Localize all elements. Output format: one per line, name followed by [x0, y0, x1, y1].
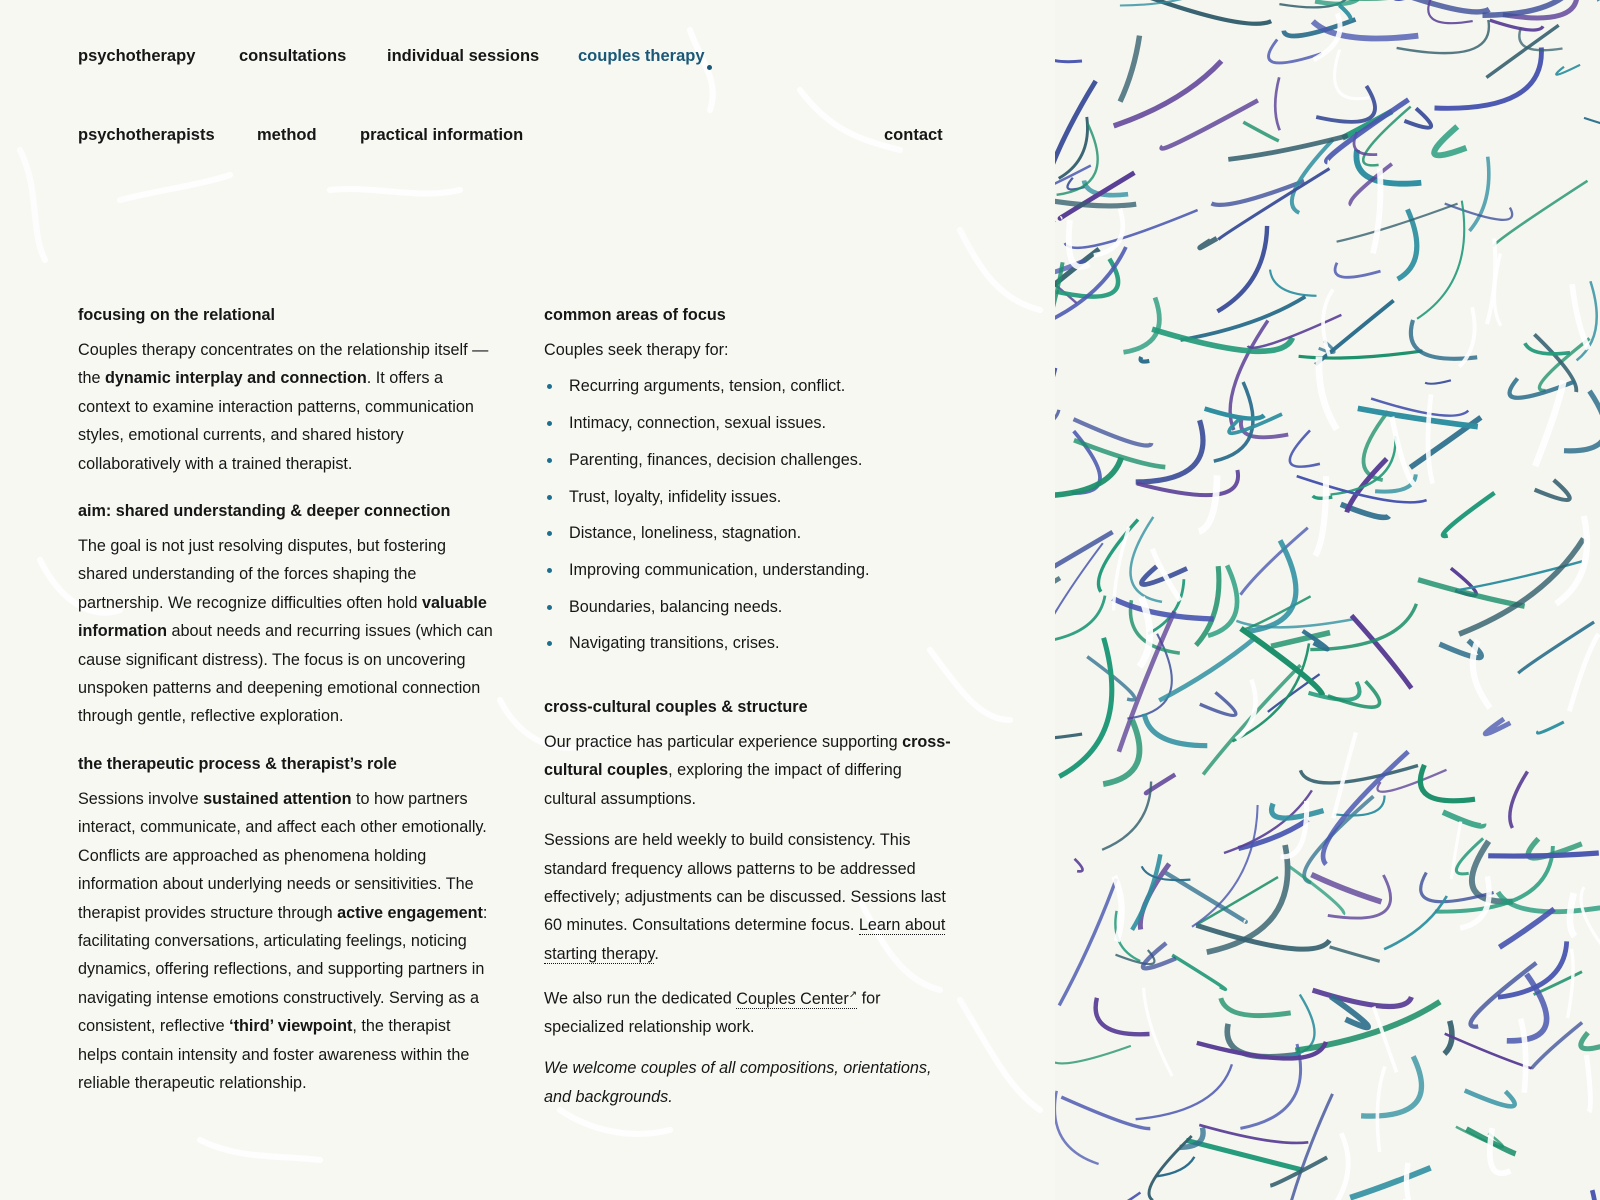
brush-stroke-highlight: [1428, 394, 1433, 483]
brush-stroke-highlight: [1569, 634, 1598, 711]
brush-stroke-highlight: [1572, 284, 1588, 349]
focus-list: [544, 368, 956, 662]
nav-psychotherapy[interactable]: psychotherapy: [78, 47, 196, 65]
brush-stroke: [1443, 812, 1484, 826]
brush-stroke: [1055, 1045, 1131, 1063]
nav-consultations[interactable]: consultations: [239, 47, 347, 65]
brush-stroke: [1330, 947, 1380, 961]
brush-stroke: [1434, 127, 1466, 156]
brush-stroke-highlight: [1319, 356, 1337, 429]
brush-stroke: [1420, 765, 1475, 801]
brush-stroke: [1584, 115, 1600, 134]
brush-stroke: [1059, 879, 1116, 1006]
brush-stroke: [1181, 297, 1306, 340]
brush-stroke: [1059, 638, 1112, 777]
brush-stroke: [1535, 480, 1570, 500]
brush-stroke: [1494, 181, 1587, 246]
brush-stroke: [1055, 458, 1121, 496]
brush-stroke: [1270, 270, 1317, 296]
brush-stroke: [1243, 122, 1279, 141]
active-indicator-dot: [707, 65, 712, 70]
brush-stroke: [1283, 1094, 1333, 1200]
brush-stroke: [1057, 124, 1098, 195]
bullet-icon: [547, 384, 552, 389]
brush-stroke: [1404, 108, 1431, 127]
brush-stroke: [1510, 772, 1528, 829]
list-item: Parenting, finances, decision challenges.: [544, 442, 956, 479]
brush-stroke: [1499, 909, 1554, 947]
section-heading-relational: focusing on the relational: [78, 306, 275, 324]
brush-stroke: [1162, 100, 1258, 148]
brush-stroke: [1120, 36, 1139, 102]
section-heading-focus-areas: common areas of focus: [544, 306, 726, 324]
focus-intro: Couples seek therapy for:: [544, 341, 729, 359]
brush-stroke: [1417, 201, 1464, 319]
brush-stroke-highlight: [1587, 1055, 1591, 1112]
bullet-icon: [547, 605, 552, 610]
list-item: Intimacy, connection, sexual issues.: [544, 405, 956, 442]
brush-stroke: [1313, 990, 1412, 1006]
paragraph-aim: The goal is not just resolving disputes, but fostering shared understanding of the forces shaping the partnership. We recognize difficulties often hold valuable information about needs and recurring issues (which can cause significant distress). The focus is on uncovering unspoken patterns and deepening emotional connection through gentle, reflective exploration.: [78, 537, 493, 726]
nav-psychotherapists[interactable]: psychotherapists: [78, 126, 215, 144]
brush-stroke: [1199, 1125, 1308, 1143]
brush-stroke: [1313, 21, 1419, 38]
brush-stroke: [1350, 1168, 1430, 1198]
brushstroke-pattern: [1055, 0, 1600, 1200]
brush-stroke: [1132, 854, 1160, 930]
paragraph-couples-center: We also run the dedicated Couples Center↗ for specialized relationship work.: [544, 989, 881, 1037]
nav-practical-information[interactable]: practical information: [360, 126, 524, 144]
brush-stroke: [1384, 896, 1447, 949]
brush-stroke: [1485, 719, 1510, 734]
list-item: Distance, loneliness, stagnation.: [544, 515, 956, 552]
brush-stroke: [1144, 714, 1207, 746]
brush-stroke-highlight: [1314, 14, 1340, 60]
decorative-brushstroke-artwork: [1055, 0, 1600, 1200]
right-column: [544, 304, 956, 1111]
brush-stroke: [1055, 596, 1105, 644]
brush-stroke: [1055, 1193, 1140, 1200]
brush-stroke-highlight: [1377, 1067, 1385, 1152]
brush-stroke: [1418, 580, 1525, 607]
bullet-icon: [547, 568, 552, 573]
brush-stroke: [1124, 298, 1160, 353]
section-heading-aim: aim: shared understanding & deeper connection: [78, 502, 451, 521]
brush-stroke-highlight: [1327, 1133, 1348, 1200]
brush-stroke: [1136, 1064, 1232, 1119]
main-navigation: [0, 0, 1055, 200]
brush-stroke: [1327, 100, 1409, 162]
brush-stroke: [1335, 263, 1380, 278]
brush-stroke: [1230, 321, 1268, 431]
paragraph-structure: Sessions are held weekly to build consistency. This standard frequency allows patterns to be addressed effectively; adjustments can be discussed. Sessions last 60 minutes. Consultations determine focus. Learn about starting therapy.: [544, 831, 946, 963]
brush-stroke: [1328, 681, 1380, 707]
brush-stroke: [1304, 796, 1373, 882]
brush-stroke-highlight: [1581, 887, 1600, 952]
brush-stroke: [1200, 238, 1217, 247]
brush-stroke: [1217, 226, 1267, 312]
brush-stroke: [1055, 702, 1082, 739]
paragraph-welcome: We welcome couples of all compositions, orientations, and backgrounds.: [544, 1059, 932, 1106]
brush-stroke: [1186, 1140, 1302, 1170]
brush-stroke: [1315, 0, 1358, 4]
brush-stroke-highlight: [1199, 475, 1217, 531]
brush-stroke: [1136, 420, 1203, 482]
brush-stroke: [1159, 637, 1256, 701]
brush-stroke: [1443, 493, 1495, 536]
brush-stroke: [1531, 1023, 1582, 1069]
brush-stroke: [1205, 409, 1265, 419]
brush-stroke: [1337, 204, 1458, 242]
brush-stroke: [1065, 210, 1198, 248]
list-item: Boundaries, balancing needs.: [544, 589, 956, 626]
brush-stroke: [1465, 1091, 1515, 1107]
brush-stroke: [1498, 941, 1567, 997]
bullet-icon: [547, 495, 552, 500]
brush-stroke: [1275, 77, 1279, 130]
list-item: Improving communication, understanding.: [544, 552, 956, 589]
brush-stroke-highlight: [1315, 476, 1326, 556]
bullet-icon: [547, 641, 552, 646]
brush-stroke: [1200, 692, 1236, 715]
bullet-icon: [547, 531, 552, 536]
bullet-icon: [547, 458, 552, 463]
brush-stroke: [1272, 804, 1324, 818]
paragraph-cross-cultural: Our practice has particular experience supporting cross-cultural couples, exploring the impact of differing cultural assumptions.: [544, 733, 951, 808]
brush-stroke: [1074, 419, 1152, 445]
brush-stroke: [1383, 0, 1489, 12]
brush-stroke-highlight: [1335, 50, 1370, 99]
nav-method[interactable]: method: [257, 126, 317, 144]
brush-stroke: [1103, 720, 1139, 784]
left-column: [78, 304, 493, 1097]
brush-stroke: [1488, 853, 1599, 856]
brush-stroke: [1055, 410, 1059, 429]
brush-stroke: [1483, 0, 1569, 15]
brush-stroke: [1470, 157, 1489, 231]
brush-stroke: [1289, 866, 1344, 914]
brush-stroke: [1061, 1097, 1150, 1129]
brush-stroke: [1311, 875, 1381, 902]
brush-stroke: [1055, 1091, 1099, 1164]
brush-stroke: [1581, 1033, 1600, 1049]
brush-stroke: [1486, 25, 1558, 77]
brush-stroke-highlight: [1568, 949, 1573, 1018]
brush-stroke: [1564, 391, 1600, 451]
brush-stroke: [1208, 565, 1237, 635]
brush-stroke: [1555, 1190, 1596, 1200]
brush-stroke: [1490, 20, 1543, 30]
paragraph-process: Sessions involve sustained attention to how partners interact, communicate, and affect each other emotionally. Conflicts are approached as phenomena holding information about underlying needs or sensitivities. The therapist provides structure through active engagement: facilitating conversations, articulating feelings, noticing dynamics, offering reflections, and supporting partners in navigating intense emotions constructively. Serving as a consistent, reflective ‘third’ viewpoint, the therapist helps contain intensity and foster awareness within the reliable therapeutic relationship.: [78, 789, 488, 1092]
brush-stroke: [1313, 496, 1333, 498]
brush-stroke: [1316, 86, 1375, 122]
brush-stroke-highlight: [1570, 893, 1575, 936]
brush-stroke: [1113, 598, 1214, 619]
list-item: Recurring arguments, tension, conflict.: [544, 368, 956, 405]
section-heading-process: the therapeutic process & therapist’s role: [78, 754, 397, 773]
nav-couples-therapy[interactable]: couples therapy: [578, 47, 705, 65]
learn-about-starting-therapy-link[interactable]: Learn about starting therapy: [544, 916, 946, 963]
brush-stroke: [1556, 65, 1580, 75]
section-heading-cross-cultural: cross-cultural couples & structure: [544, 698, 808, 717]
brush-stroke: [1096, 998, 1150, 1034]
paragraph-relational: Couples therapy concentrates on the relationship itself —the dynamic interplay and connection. It offers a context to examine interaction patterns, communication styles, emotional currents, and shared history collaboratively with a trained therapist.: [78, 341, 489, 473]
brush-stroke-highlight: [1374, 1007, 1397, 1073]
brush-stroke: [1172, 955, 1225, 989]
brush-stroke: [1221, 998, 1291, 1016]
brush-stroke: [1055, 37, 1082, 62]
brush-stroke-highlight: [1521, 1019, 1526, 1093]
nav-contact[interactable]: contact: [884, 126, 943, 144]
list-item: Navigating transitions, crises.: [544, 625, 956, 662]
brush-stroke: [1537, 722, 1563, 733]
brush-stroke: [1141, 357, 1150, 362]
brush-stroke: [1300, 766, 1418, 783]
brush-stroke: [1361, 1056, 1421, 1116]
brush-stroke: [1290, 430, 1320, 466]
brush-stroke: [1292, 139, 1333, 213]
brush-stroke: [1425, 380, 1451, 383]
bullet-icon: [547, 421, 552, 426]
brush-stroke: [1102, 782, 1151, 850]
brush-stroke-highlight: [1406, 1163, 1420, 1200]
external-link-icon: ↗: [848, 989, 858, 1001]
nav-individual-sessions[interactable]: individual sessions: [387, 47, 540, 65]
couples-center-link[interactable]: Couples Center↗: [736, 989, 858, 1008]
brush-stroke: [1075, 859, 1083, 872]
list-item: Trust, loyalty, infidelity issues.: [544, 479, 956, 516]
